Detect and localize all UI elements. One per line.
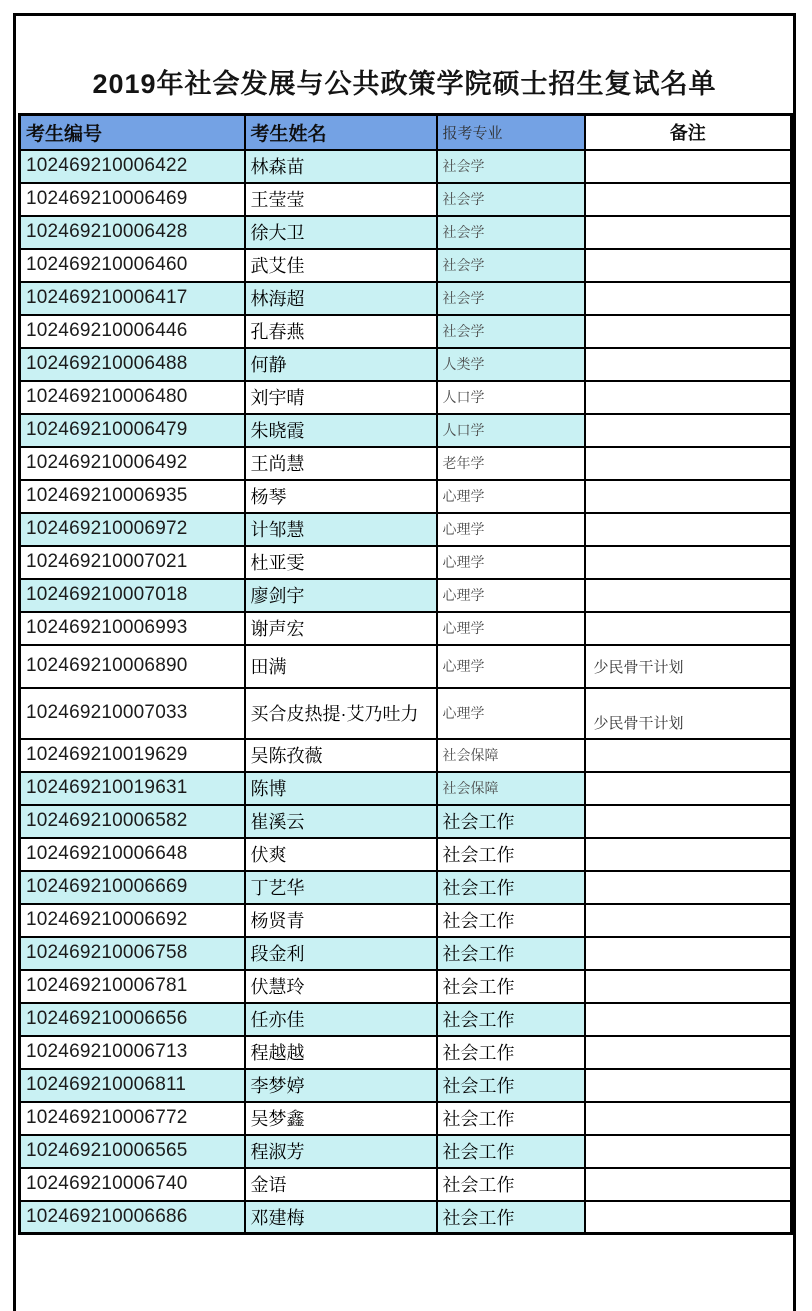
col-header-major: 报考专业: [437, 115, 585, 150]
remark-cell: [585, 904, 792, 937]
major-cell: 社会学: [437, 315, 585, 348]
remark-cell: [585, 612, 792, 645]
table-row: [20, 612, 792, 645]
remark-cell: [585, 150, 792, 183]
table-row: [20, 348, 792, 381]
candidate-id-cell: 102469210006648: [20, 838, 245, 871]
candidate-id-cell: 102469210006460: [20, 249, 245, 282]
candidate-id-cell: 102469210006492: [20, 447, 245, 480]
table-row: [20, 1003, 792, 1036]
major-cell: 心理学: [437, 645, 585, 688]
candidate-name-cell: 李梦婷: [245, 1069, 437, 1102]
candidate-name-cell: 伏慧玲: [245, 970, 437, 1003]
table-row: [20, 315, 792, 348]
candidate-id-cell: 102469210006972: [20, 513, 245, 546]
candidate-name-cell: 徐大卫: [245, 216, 437, 249]
major-cell: 人类学: [437, 348, 585, 381]
table-row: [20, 871, 792, 904]
remark-cell: [585, 381, 792, 414]
candidate-name-cell: 程越越: [245, 1036, 437, 1069]
candidate-id-cell: 102469210019631: [20, 772, 245, 805]
candidate-id-cell: 102469210007021: [20, 546, 245, 579]
major-cell: 社会工作: [437, 838, 585, 871]
major-cell: 心理学: [437, 480, 585, 513]
candidate-name-cell: 段金利: [245, 937, 437, 970]
candidate-id-cell: 102469210006740: [20, 1168, 245, 1201]
candidate-name-cell: 何静: [245, 348, 437, 381]
candidate-name-cell: 田满: [245, 645, 437, 688]
remark-cell: [585, 838, 792, 871]
major-cell: 人口学: [437, 414, 585, 447]
table-row: [20, 546, 792, 579]
candidate-name-cell: 买合皮热提·艾乃吐力: [245, 688, 437, 739]
candidate-id-cell: 102469210006781: [20, 970, 245, 1003]
page-title: 2019年社会发展与公共政策学院硕士招生复试名单: [92, 69, 717, 99]
major-cell: 社会工作: [437, 1168, 585, 1201]
col-header-candidate-name: 考生姓名: [245, 115, 437, 150]
remark-cell: 少民骨干计划: [585, 688, 792, 739]
major-cell: 社会学: [437, 249, 585, 282]
candidate-id-cell: 102469210006488: [20, 348, 245, 381]
candidate-name-cell: 伏爽: [245, 838, 437, 871]
remark-cell: [585, 937, 792, 970]
candidate-name-cell: 任亦佳: [245, 1003, 437, 1036]
table-row: [20, 1168, 792, 1201]
candidate-name-cell: 杨贤青: [245, 904, 437, 937]
candidate-id-cell: 102469210007033: [20, 688, 245, 739]
candidate-id-cell: 102469210006422: [20, 150, 245, 183]
major-cell: 社会学: [437, 150, 585, 183]
remark-cell: [585, 805, 792, 838]
candidate-id-cell: 102469210006469: [20, 183, 245, 216]
major-cell: 社会工作: [437, 1102, 585, 1135]
table-row: [20, 772, 792, 805]
candidate-id-cell: 102469210007018: [20, 579, 245, 612]
remark-cell: [585, 1135, 792, 1168]
table-row: [20, 1102, 792, 1135]
candidate-name-cell: 孔春燕: [245, 315, 437, 348]
major-cell: 社会学: [437, 216, 585, 249]
candidate-id-cell: 102469210006669: [20, 871, 245, 904]
major-cell: 社会工作: [437, 1201, 585, 1234]
table-row: [20, 970, 792, 1003]
table-row: [20, 739, 792, 772]
table-row: [20, 282, 792, 315]
major-cell: 社会保障: [437, 739, 585, 772]
major-cell: 老年学: [437, 447, 585, 480]
table-row: [20, 579, 792, 612]
candidate-name-cell: 计邹慧: [245, 513, 437, 546]
remark-cell: [585, 1102, 792, 1135]
major-cell: 人口学: [437, 381, 585, 414]
candidate-name-cell: 杨琴: [245, 480, 437, 513]
table-row: [20, 249, 792, 282]
candidate-id-cell: 102469210006479: [20, 414, 245, 447]
candidate-name-cell: 陈博: [245, 772, 437, 805]
remark-cell: [585, 546, 792, 579]
remark-cell: [585, 579, 792, 612]
candidate-id-cell: 102469210006772: [20, 1102, 245, 1135]
table-body: [20, 150, 792, 1234]
remark-cell: [585, 871, 792, 904]
table-row: [20, 1036, 792, 1069]
candidate-name-cell: 刘宇晴: [245, 381, 437, 414]
table-row: [20, 1135, 792, 1168]
candidate-id-cell: 102469210006428: [20, 216, 245, 249]
candidate-name-cell: 林海超: [245, 282, 437, 315]
candidate-name-cell: 谢声宏: [245, 612, 437, 645]
remark-cell: [585, 249, 792, 282]
major-cell: 心理学: [437, 612, 585, 645]
table-row: [20, 216, 792, 249]
candidate-id-cell: 102469210006686: [20, 1201, 245, 1234]
table-row: [20, 904, 792, 937]
table-row: [20, 381, 792, 414]
remark-cell: [585, 970, 792, 1003]
remark-cell: [585, 414, 792, 447]
col-header-remark: 备注: [585, 115, 792, 150]
table-row: [20, 645, 792, 688]
candidate-name-cell: 程淑芳: [245, 1135, 437, 1168]
table-row: [20, 1201, 792, 1234]
document-frame: [13, 13, 796, 1311]
table-row: [20, 414, 792, 447]
remark-cell: [585, 772, 792, 805]
major-cell: 社会工作: [437, 904, 585, 937]
remark-cell: [585, 1201, 792, 1234]
candidate-id-cell: 102469210006935: [20, 480, 245, 513]
candidate-name-cell: 廖剑宇: [245, 579, 437, 612]
major-cell: 社会工作: [437, 1003, 585, 1036]
candidate-name-cell: 杜亚雯: [245, 546, 437, 579]
remark-cell: 少民骨干计划: [585, 645, 792, 688]
candidate-id-cell: 102469210006692: [20, 904, 245, 937]
candidate-id-cell: 102469210006890: [20, 645, 245, 688]
candidate-id-cell: 102469210019629: [20, 739, 245, 772]
remark-cell: [585, 282, 792, 315]
candidate-id-cell: 102469210006480: [20, 381, 245, 414]
candidate-name-cell: 金语: [245, 1168, 437, 1201]
table-row: [20, 513, 792, 546]
table-row: [20, 805, 792, 838]
table-header-row: [20, 115, 792, 150]
remark-cell: [585, 447, 792, 480]
remark-cell: [585, 1168, 792, 1201]
major-cell: 社会工作: [437, 1135, 585, 1168]
major-cell: 社会工作: [437, 937, 585, 970]
candidate-name-cell: 吴陈孜薇: [245, 739, 437, 772]
remark-cell: [585, 183, 792, 216]
major-cell: 社会工作: [437, 1069, 585, 1102]
candidate-name-cell: 武艾佳: [245, 249, 437, 282]
major-cell: 社会工作: [437, 805, 585, 838]
candidate-id-cell: 102469210006993: [20, 612, 245, 645]
major-cell: 心理学: [437, 688, 585, 739]
major-cell: 心理学: [437, 579, 585, 612]
table-row: [20, 1069, 792, 1102]
candidate-name-cell: 邓建梅: [245, 1201, 437, 1234]
candidate-name-cell: 朱晓霞: [245, 414, 437, 447]
candidate-id-cell: 102469210006713: [20, 1036, 245, 1069]
major-cell: 心理学: [437, 513, 585, 546]
remark-cell: [585, 1003, 792, 1036]
candidate-id-cell: 102469210006758: [20, 937, 245, 970]
major-cell: 心理学: [437, 546, 585, 579]
major-cell: 社会学: [437, 282, 585, 315]
candidate-name-cell: 丁艺华: [245, 871, 437, 904]
col-header-candidate-id: 考生编号: [20, 115, 245, 150]
table-row: [20, 480, 792, 513]
major-cell: 社会学: [437, 183, 585, 216]
candidate-id-cell: 102469210006565: [20, 1135, 245, 1168]
candidate-id-cell: 102469210006582: [20, 805, 245, 838]
candidate-name-cell: 林森苗: [245, 150, 437, 183]
candidate-name-cell: 王尚慧: [245, 447, 437, 480]
candidate-name-cell: 吴梦鑫: [245, 1102, 437, 1135]
major-cell: 社会工作: [437, 871, 585, 904]
candidate-id-cell: 102469210006446: [20, 315, 245, 348]
remark-cell: [585, 739, 792, 772]
remark-cell: [585, 348, 792, 381]
major-cell: 社会工作: [437, 970, 585, 1003]
table-row: [20, 447, 792, 480]
candidate-name-cell: 王莹莹: [245, 183, 437, 216]
candidate-id-cell: 102469210006811: [20, 1069, 245, 1102]
candidate-name-cell: 崔溪云: [245, 805, 437, 838]
table-row: [20, 150, 792, 183]
table-row: [20, 688, 792, 739]
candidate-id-cell: 102469210006417: [20, 282, 245, 315]
remark-cell: [585, 216, 792, 249]
table-row: [20, 838, 792, 871]
remark-cell: [585, 1069, 792, 1102]
remark-cell: [585, 480, 792, 513]
major-cell: 社会工作: [437, 1036, 585, 1069]
remark-cell: [585, 315, 792, 348]
major-cell: 社会保障: [437, 772, 585, 805]
table-row: [20, 183, 792, 216]
candidate-id-cell: 102469210006656: [20, 1003, 245, 1036]
remark-cell: [585, 513, 792, 546]
remark-cell: [585, 1036, 792, 1069]
admission-list-table: [18, 113, 793, 1235]
table-row: [20, 937, 792, 970]
